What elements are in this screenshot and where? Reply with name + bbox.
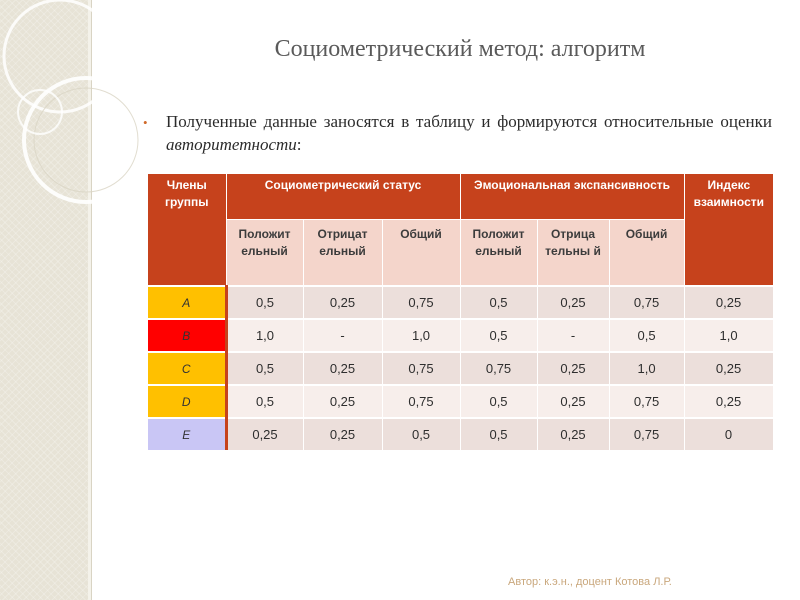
table-cell: 0,75 bbox=[609, 385, 684, 418]
table-cell: 0,75 bbox=[609, 418, 684, 450]
table-cell: 0,25 bbox=[537, 352, 609, 385]
table-cell: 0,5 bbox=[226, 385, 303, 418]
header-reciprocity-index: Индекс взаимности bbox=[684, 174, 773, 286]
bullet-text-main: Полученные данные заносятся в таблицу и формируются относительные оценки bbox=[166, 112, 772, 131]
table-cell: 0,25 bbox=[537, 418, 609, 450]
member-label: C bbox=[148, 352, 226, 385]
subheader-total: Общий bbox=[382, 220, 460, 287]
table-cell: 0,25 bbox=[303, 418, 382, 450]
table-row bbox=[148, 385, 773, 418]
table-cell: 0,75 bbox=[382, 286, 460, 319]
author-footer: Автор: к.э.н., доцент Котова Л.Р. bbox=[508, 576, 672, 588]
table-cell: 1,0 bbox=[382, 319, 460, 352]
table-row bbox=[148, 418, 773, 450]
table-cell: 0,25 bbox=[684, 286, 773, 319]
bullet-text-end: : bbox=[296, 135, 302, 154]
decor-circles bbox=[0, 0, 140, 240]
subheader-positive: Положит ельный bbox=[226, 220, 303, 287]
slide-title: Социометрический метод: алгоритм bbox=[274, 36, 646, 62]
table-cell: 0,5 bbox=[460, 418, 537, 450]
table-cell: 0,5 bbox=[226, 352, 303, 385]
header-members: Члены группы bbox=[148, 174, 226, 286]
table-cell: 1,0 bbox=[226, 319, 303, 352]
table-cell: 0,25 bbox=[303, 385, 382, 418]
table-row bbox=[148, 352, 773, 385]
sociometry-table bbox=[148, 174, 774, 450]
subheader-positive: Положит ельный bbox=[460, 220, 537, 287]
bullet-marker: • bbox=[143, 115, 148, 130]
bullet-text bbox=[166, 110, 772, 156]
table-cell: 0,5 bbox=[460, 319, 537, 352]
header-emotional-expansion: Эмоциональная экспансивность bbox=[460, 174, 684, 220]
table-cell: 1,0 bbox=[684, 319, 773, 352]
table-cell: 0,25 bbox=[537, 286, 609, 319]
bullet-text-emphasis: авторитетности bbox=[166, 135, 297, 154]
table-cell: 0,5 bbox=[460, 385, 537, 418]
table-cell: 0,25 bbox=[684, 352, 773, 385]
table-cell: 0,25 bbox=[303, 286, 382, 319]
table-cell: 0,25 bbox=[226, 418, 303, 450]
table-cell: 0,5 bbox=[460, 286, 537, 319]
table-cell: - bbox=[537, 319, 609, 352]
subheader-total: Общий bbox=[609, 220, 684, 287]
member-label: B bbox=[148, 319, 226, 352]
table-row bbox=[148, 319, 773, 352]
table-cell: 0,75 bbox=[382, 352, 460, 385]
table-cell: 0,5 bbox=[226, 286, 303, 319]
table-cell: - bbox=[303, 319, 382, 352]
table-cell: 0 bbox=[684, 418, 773, 450]
table-cell: 0,25 bbox=[684, 385, 773, 418]
member-label: E bbox=[148, 418, 226, 450]
table-cell: 0,5 bbox=[382, 418, 460, 450]
table-cell: 0,75 bbox=[460, 352, 537, 385]
table-cell: 0,75 bbox=[382, 385, 460, 418]
table-cell: 0,5 bbox=[609, 319, 684, 352]
table-cell: 0,75 bbox=[609, 286, 684, 319]
header-sociometric-status: Социометрический статус bbox=[226, 174, 460, 220]
subheader-negative: Отрица тельны й bbox=[537, 220, 609, 287]
member-label: A bbox=[148, 286, 226, 319]
table-cell: 0,25 bbox=[303, 352, 382, 385]
subheader-negative: Отрицат ельный bbox=[303, 220, 382, 287]
member-label: D bbox=[148, 385, 226, 418]
table-cell: 1,0 bbox=[609, 352, 684, 385]
table-row bbox=[148, 286, 773, 319]
table-cell: 0,25 bbox=[537, 385, 609, 418]
